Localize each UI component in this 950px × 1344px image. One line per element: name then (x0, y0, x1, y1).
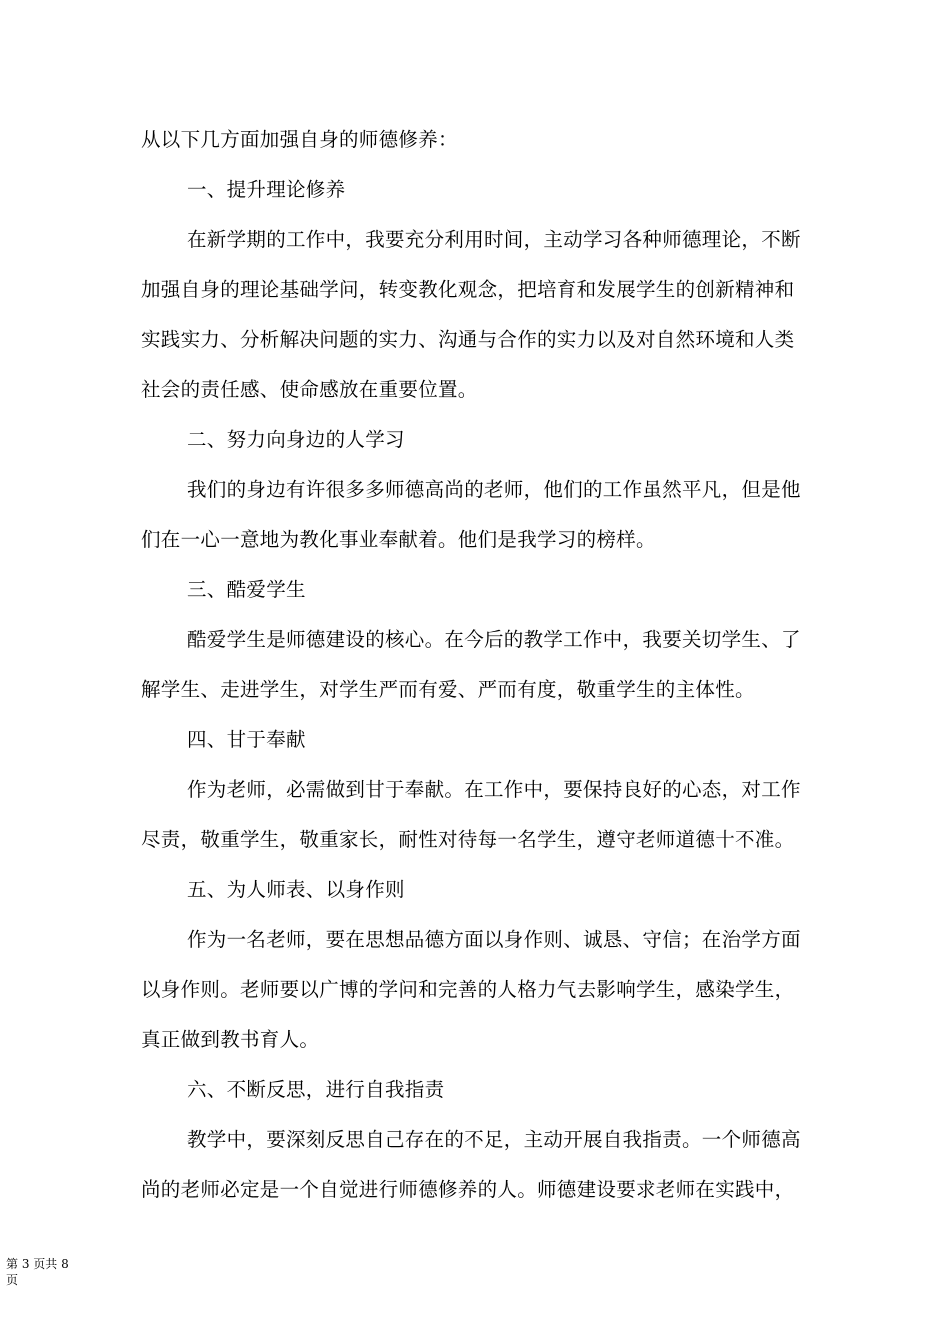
section-heading-6: 六、不断反思，进行自我指责 (187, 1078, 445, 1101)
paragraph-line: 加强自身的理论基础学问，转变教化观念，把培育和发展学生的创新精神和 (141, 278, 795, 301)
paragraph-line: 我们的身边有许很多多师德高尚的老师，他们的工作虽然平凡，但是他 (187, 478, 801, 501)
paragraph-line: 在新学期的工作中，我要充分利用时间，主动学习各种师德理论，不断 (187, 228, 801, 251)
paragraph-line: 作为老师，必需做到甘于奉献。在工作中，要保持良好的心态，对工作 (187, 778, 801, 801)
paragraph-line: 社会的责任感、使命感放在重要位置。 (141, 378, 478, 401)
paragraph-line: 酷爱学生是师德建设的核心。在今后的教学工作中，我要关切学生、了 (187, 628, 801, 651)
paragraph-line: 实践实力、分析解决问题的实力、沟通与合作的实力以及对自然环境和人类 (141, 328, 795, 351)
paragraph-line: 尽责，敬重学生，敬重家长，耐性对待每一名学生，遵守老师道德十不准。 (141, 828, 795, 851)
section-heading-3: 三、酷爱学生 (187, 578, 306, 601)
paragraph-line: 尚的老师必定是一个自觉进行师德修养的人。师德建设要求老师在实践中， (141, 1178, 795, 1201)
paragraph-line: 教学中，要深刻反思自己存在的不足，主动开展自我指责。一个师德高 (187, 1128, 801, 1151)
section-heading-1: 一、提升理论修养 (187, 178, 346, 201)
paragraph-line: 以身作则。老师要以广博的学问和完善的人格力气去影响学生，感染学生， (141, 978, 795, 1001)
paragraph-line: 们在一心一意地为教化事业奉献着。他们是我学习的榜样。 (141, 528, 656, 551)
paragraph-line: 真正做到教书育人。 (141, 1028, 320, 1051)
section-heading-2: 二、努力向身边的人学习 (187, 428, 405, 451)
paragraph-line: 作为一名老师，要在思想品德方面以身作则、诚恳、守信；在治学方面 (187, 928, 801, 951)
paragraph-line: 解学生、走进学生，对学生严而有爱、严而有度，敬重学生的主体性。 (141, 678, 755, 701)
section-heading-5: 五、为人师表、以身作则 (187, 878, 405, 901)
section-heading-4: 四、甘于奉献 (187, 728, 306, 751)
page-number-footer: 第 3 页共 8 页 (6, 1257, 69, 1287)
intro-line: 从以下几方面加强自身的师德修养： (141, 128, 458, 151)
